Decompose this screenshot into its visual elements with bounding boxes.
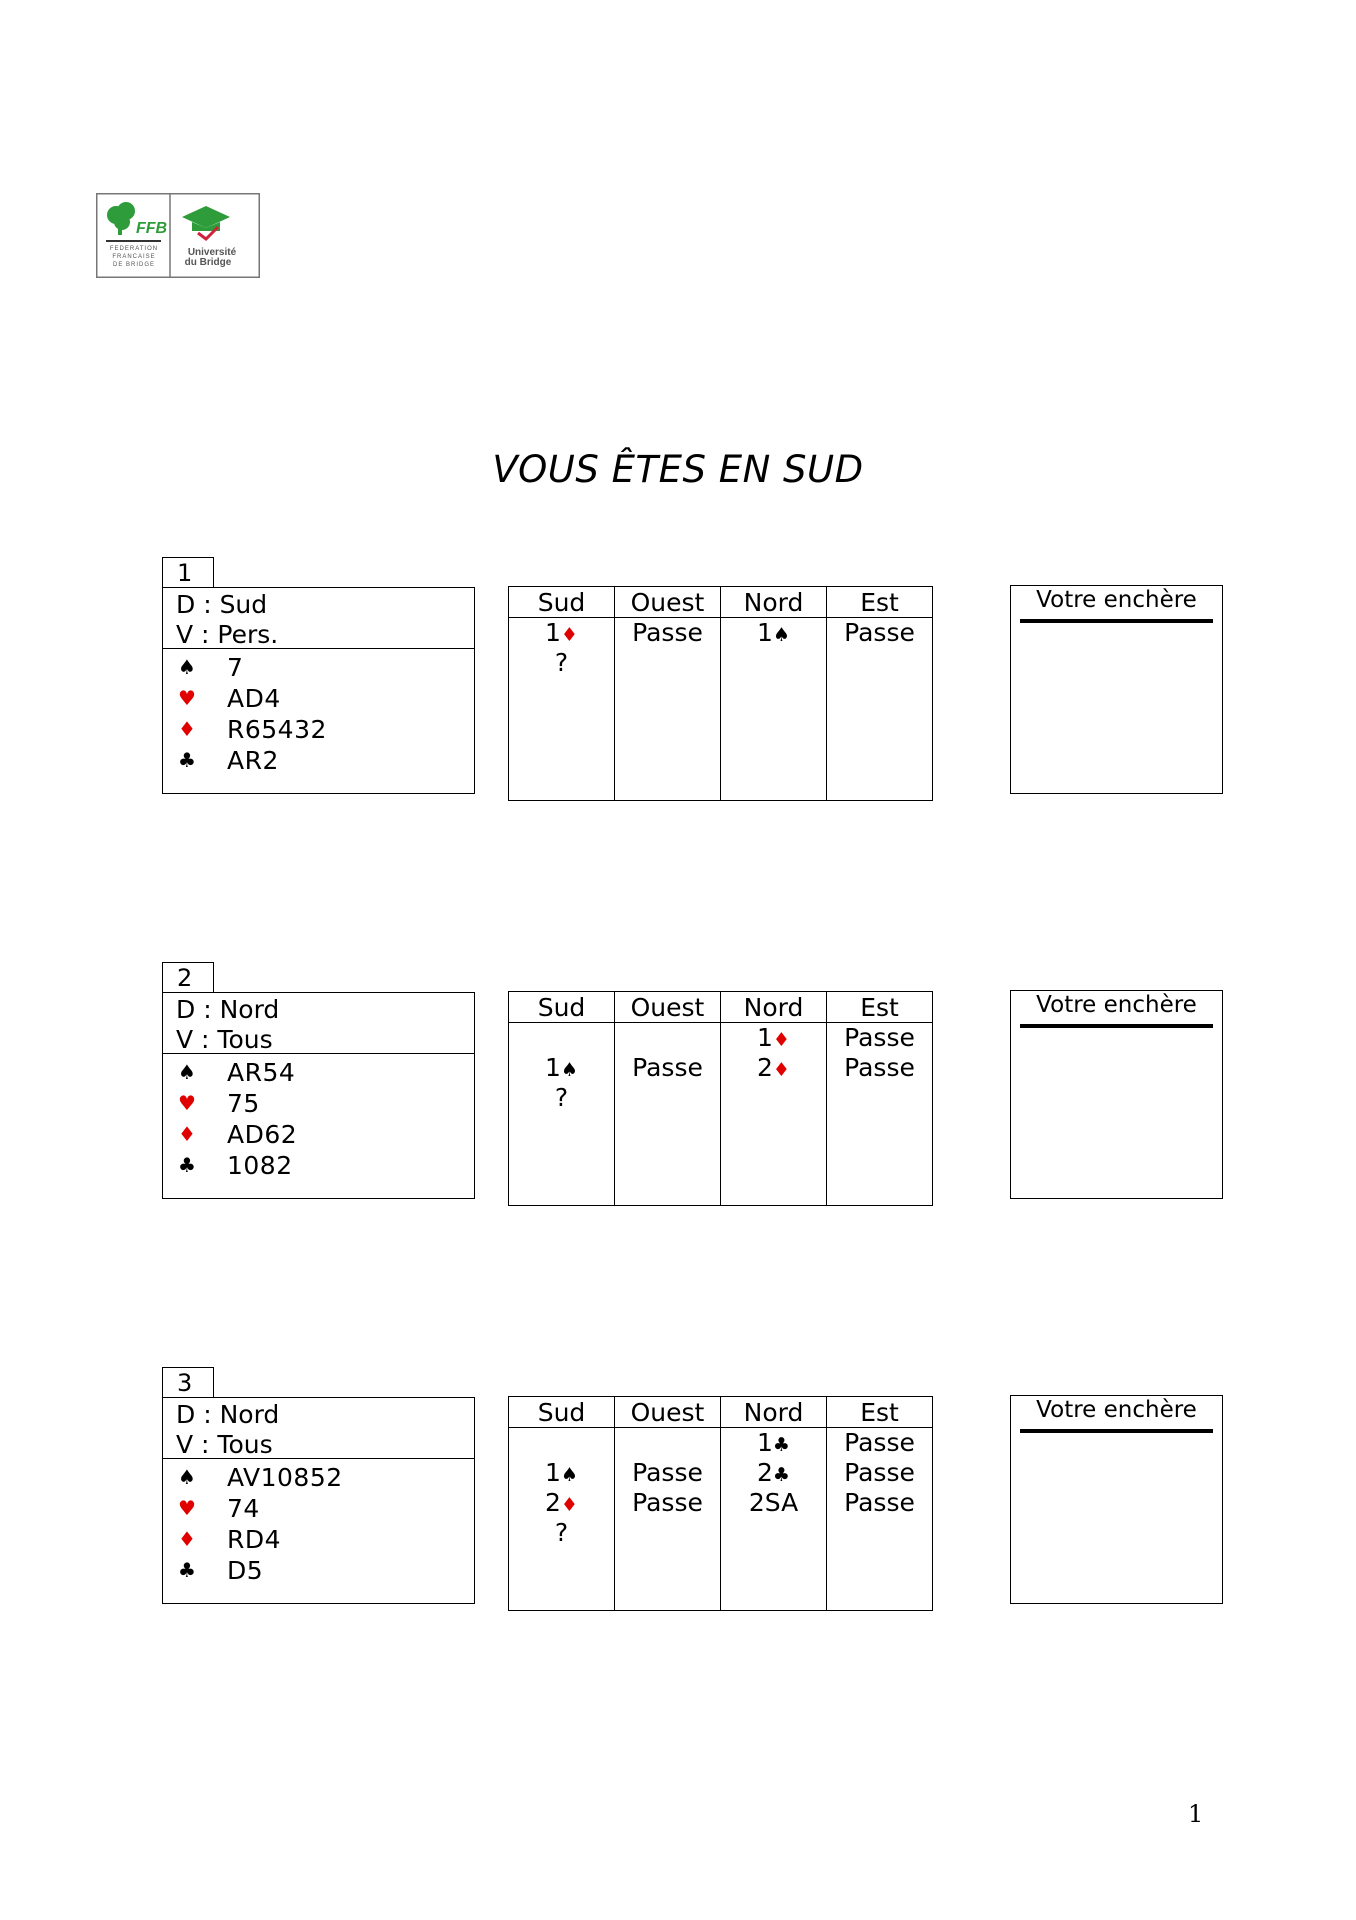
vulnerability-label: V : Pers. xyxy=(176,620,279,649)
bid-text: Passe xyxy=(844,1488,915,1517)
auction-table xyxy=(508,586,933,801)
column-header-sud: Sud xyxy=(509,992,614,1023)
bid-cell xyxy=(827,1458,932,1488)
svg-text:DE BRIDGE: DE BRIDGE xyxy=(112,262,156,268)
club-icon: ♣ xyxy=(178,1153,196,1177)
bid-cell xyxy=(509,618,614,648)
spade-icon: ♠ xyxy=(560,1059,578,1081)
bids-nord xyxy=(721,618,826,648)
bids-est xyxy=(827,1428,932,1518)
column-header-ouest: Ouest xyxy=(615,992,720,1023)
spade-icon: ♠ xyxy=(178,655,196,679)
heart-cards: 74 xyxy=(227,1494,260,1523)
bid-text: Passe xyxy=(844,1023,915,1052)
bid-cell xyxy=(721,618,826,648)
club-icon: ♣ xyxy=(178,748,196,772)
auction-table xyxy=(508,1396,933,1611)
diamond-icon: ♦ xyxy=(178,1527,196,1551)
hand-diagram xyxy=(162,1397,475,1604)
answer-label: Votre enchère xyxy=(1036,1397,1197,1423)
spade-icon: ♠ xyxy=(772,624,790,646)
column-header-nord: Nord xyxy=(721,1397,826,1428)
answer-underline xyxy=(1020,1024,1213,1028)
bid-cell xyxy=(615,618,720,648)
spade-cards: AR54 xyxy=(227,1058,296,1087)
bids-est xyxy=(827,618,932,648)
bid-text: Passe xyxy=(632,1458,703,1487)
hand-diagram xyxy=(162,992,475,1199)
dealer-label: D : Sud xyxy=(176,590,268,619)
heart-icon: ♥ xyxy=(178,1496,196,1520)
bid-cell xyxy=(509,1053,614,1083)
bid-text: Passe xyxy=(844,1053,915,1082)
club-icon: ♣ xyxy=(772,1434,790,1456)
club-cards: AR2 xyxy=(227,746,279,775)
column-header-est: Est xyxy=(827,992,932,1023)
bid-cell xyxy=(827,1428,932,1458)
diamond-icon: ♦ xyxy=(772,1059,790,1081)
deal-1 xyxy=(0,557,1356,827)
bids-est xyxy=(827,1023,932,1083)
diamond-icon: ♦ xyxy=(560,1494,578,1516)
heart-icon: ♥ xyxy=(178,1091,196,1115)
svg-text:FRANCAISE: FRANCAISE xyxy=(112,254,156,260)
dealer-label: D : Nord xyxy=(176,995,280,1024)
bid-cell xyxy=(615,1428,720,1458)
heart-cards: 75 xyxy=(227,1089,260,1118)
bid-text: Passe xyxy=(632,618,703,647)
bid-text: Passe xyxy=(844,1458,915,1487)
diamond-cards: RD4 xyxy=(227,1525,282,1554)
bid-text: ? xyxy=(554,1518,569,1547)
bids-nord xyxy=(721,1023,826,1083)
heart-cards: AD4 xyxy=(227,684,281,713)
bid-cell xyxy=(721,1428,826,1458)
bid-text: Passe xyxy=(844,1428,915,1457)
bids-ouest xyxy=(615,1023,720,1083)
column-header-nord: Nord xyxy=(721,992,826,1023)
club-icon: ♣ xyxy=(772,1464,790,1486)
bid-cell xyxy=(827,618,932,648)
bids-ouest xyxy=(615,618,720,648)
deal-number: 1 xyxy=(162,557,214,587)
bid-text: ? xyxy=(554,648,569,677)
bid-cell xyxy=(615,1053,720,1083)
bid-text: Passe xyxy=(632,1488,703,1517)
bid-text: 2 xyxy=(545,1488,561,1517)
answer-box[interactable] xyxy=(1010,585,1223,794)
bid-text: Passe xyxy=(632,1053,703,1082)
bid-text: 1 xyxy=(757,1023,773,1052)
bid-cell xyxy=(509,1083,614,1113)
page-number: 1 xyxy=(1188,1800,1204,1828)
answer-underline xyxy=(1020,619,1213,623)
bid-text: 2 xyxy=(757,1053,773,1082)
bids-sud xyxy=(509,1023,614,1113)
bid-cell xyxy=(615,1488,720,1518)
vulnerability-label: V : Tous xyxy=(176,1025,273,1054)
bid-cell xyxy=(721,1023,826,1053)
club-cards: 1082 xyxy=(227,1151,293,1180)
bid-cell xyxy=(509,1488,614,1518)
bid-text: 2 xyxy=(757,1458,773,1487)
bids-ouest xyxy=(615,1428,720,1518)
bid-cell xyxy=(721,1488,826,1518)
column-header-sud: Sud xyxy=(509,587,614,618)
answer-label: Votre enchère xyxy=(1036,587,1197,613)
answer-box[interactable] xyxy=(1010,990,1223,1199)
bid-text: 1 xyxy=(545,618,561,647)
bids-nord xyxy=(721,1428,826,1518)
diamond-icon: ♦ xyxy=(178,717,196,741)
bid-text: ? xyxy=(554,1083,569,1112)
deal-number: 3 xyxy=(162,1367,214,1397)
answer-underline xyxy=(1020,1429,1213,1433)
column-header-est: Est xyxy=(827,587,932,618)
bid-text: 2SA xyxy=(748,1488,799,1517)
bid-text: 1 xyxy=(757,618,773,647)
bid-cell xyxy=(615,1458,720,1488)
spade-icon: ♠ xyxy=(178,1060,196,1084)
auction-table xyxy=(508,991,933,1206)
svg-text:FEDERATION: FEDERATION xyxy=(109,246,159,252)
diamond-cards: AD62 xyxy=(227,1120,298,1149)
svg-text:FFB: FFB xyxy=(136,220,168,237)
ffb-universite-logo xyxy=(96,193,260,278)
deal-2 xyxy=(0,962,1356,1232)
club-cards: D5 xyxy=(227,1556,264,1585)
spade-cards: AV10852 xyxy=(227,1463,343,1492)
heart-icon: ♥ xyxy=(178,686,196,710)
bids-sud xyxy=(509,1428,614,1548)
diamond-icon: ♦ xyxy=(560,624,578,646)
bid-cell xyxy=(827,1023,932,1053)
deal-number: 2 xyxy=(162,962,214,992)
bid-cell xyxy=(721,1053,826,1083)
bid-text: 1 xyxy=(757,1428,773,1457)
hand-diagram xyxy=(162,587,475,794)
bid-cell xyxy=(721,1458,826,1488)
diamond-cards: R65432 xyxy=(227,715,327,744)
bid-cell xyxy=(509,648,614,678)
bid-cell xyxy=(509,1023,614,1053)
bid-cell xyxy=(827,1053,932,1083)
vulnerability-label: V : Tous xyxy=(176,1430,273,1459)
bid-cell xyxy=(509,1518,614,1548)
column-header-est: Est xyxy=(827,1397,932,1428)
bid-cell xyxy=(509,1458,614,1488)
column-header-sud: Sud xyxy=(509,1397,614,1428)
bids-sud xyxy=(509,618,614,678)
diamond-icon: ♦ xyxy=(772,1029,790,1051)
diamond-icon: ♦ xyxy=(178,1122,196,1146)
bid-text: 1 xyxy=(545,1458,561,1487)
column-header-ouest: Ouest xyxy=(615,587,720,618)
spade-icon: ♠ xyxy=(560,1464,578,1486)
answer-label: Votre enchère xyxy=(1036,992,1197,1018)
bid-cell xyxy=(615,1023,720,1053)
deal-3 xyxy=(0,1367,1356,1637)
bid-text: 1 xyxy=(545,1053,561,1082)
spade-cards: 7 xyxy=(227,653,244,682)
svg-text:Université: Université xyxy=(187,247,237,258)
column-header-ouest: Ouest xyxy=(615,1397,720,1428)
club-icon: ♣ xyxy=(178,1558,196,1582)
answer-box[interactable] xyxy=(1010,1395,1223,1604)
svg-text:du Bridge: du Bridge xyxy=(184,257,232,268)
column-header-nord: Nord xyxy=(721,587,826,618)
bid-cell xyxy=(509,1428,614,1458)
dealer-label: D : Nord xyxy=(176,1400,280,1429)
page-title: VOUS ÊTES EN SUD xyxy=(492,448,864,491)
spade-icon: ♠ xyxy=(178,1465,196,1489)
bid-cell xyxy=(827,1488,932,1518)
bid-text: Passe xyxy=(844,618,915,647)
